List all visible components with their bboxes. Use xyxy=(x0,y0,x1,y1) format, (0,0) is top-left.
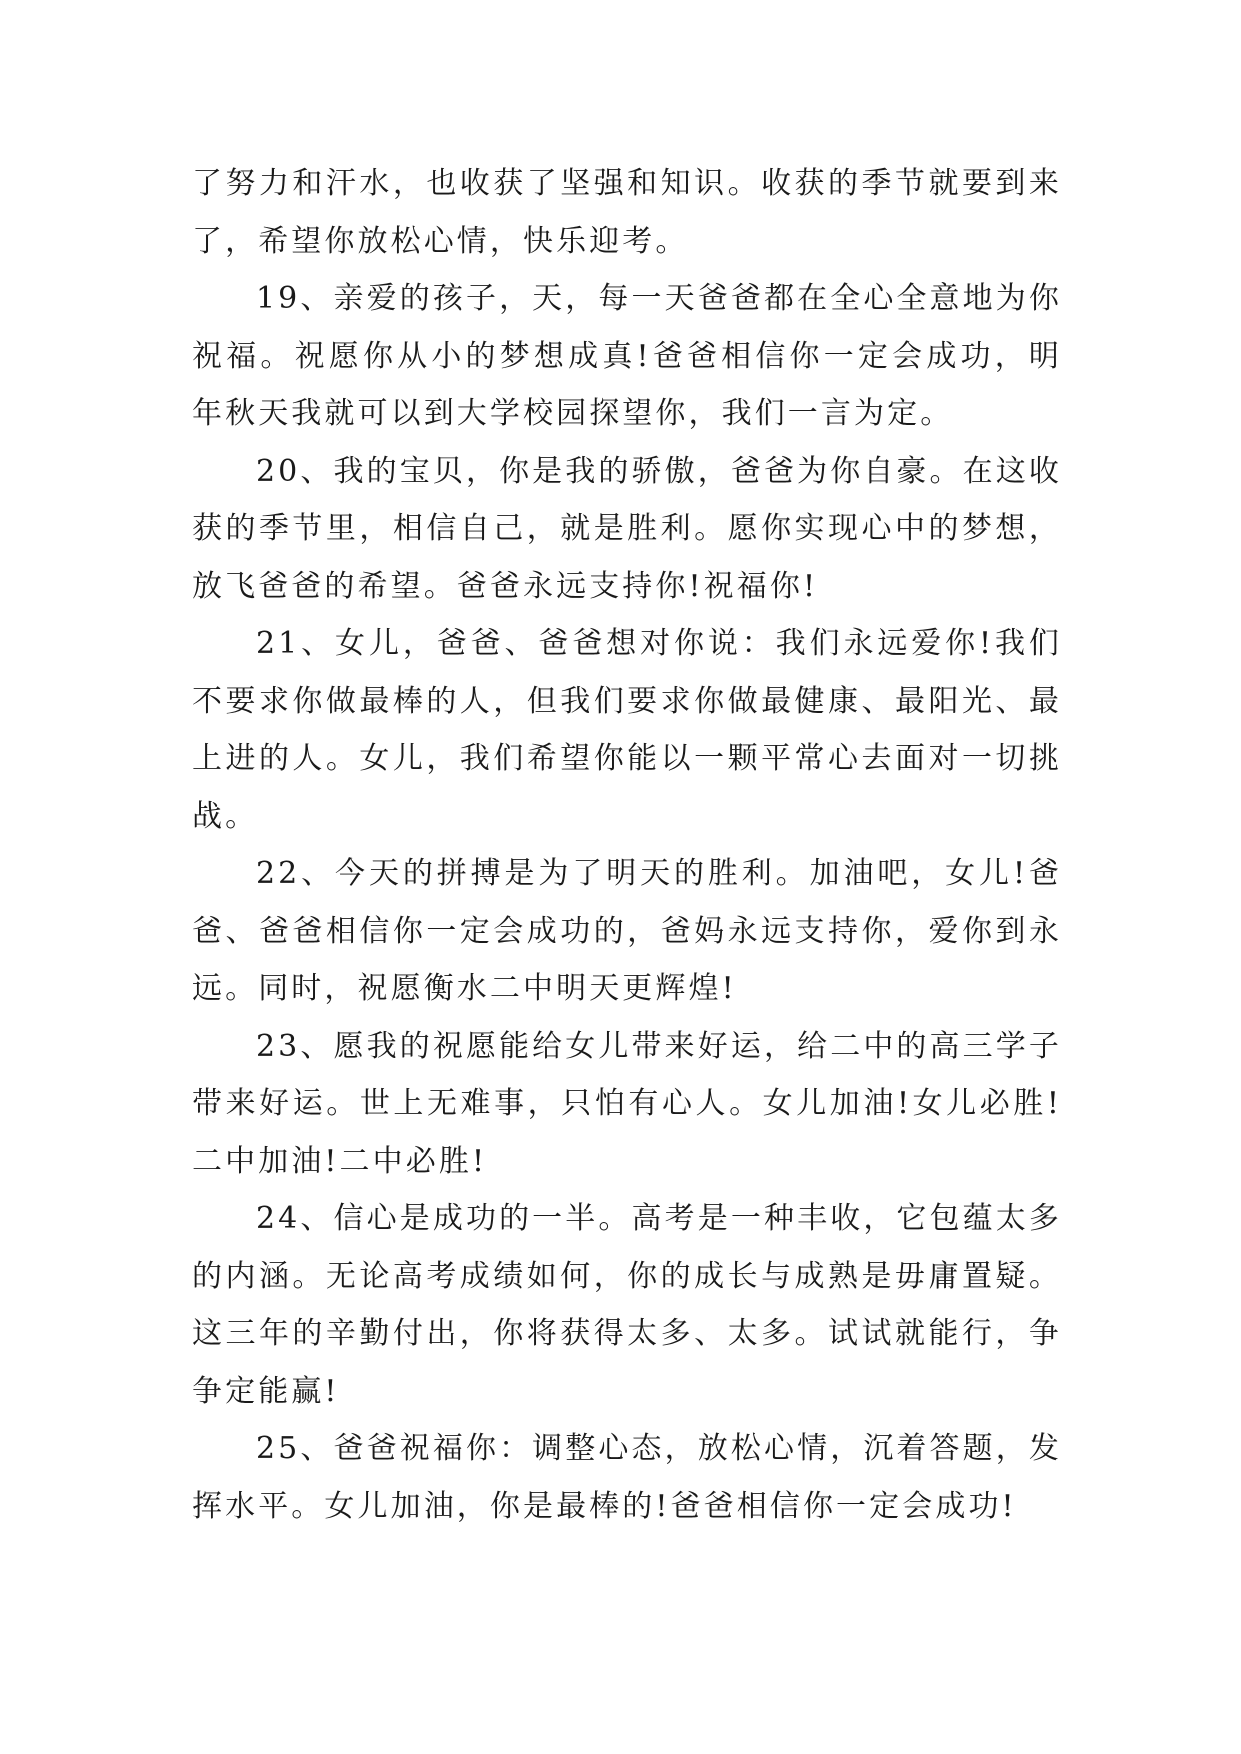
paragraph-20: 20、我的宝贝，你是我的骄傲，爸爸为你自豪。在这收获的季节里，相信自己，就是胜利。愿你实现心中的梦想，放飞爸爸的希望。爸爸永远支持你!祝福你! xyxy=(192,453,1062,604)
paragraph-18-continuation: 了努力和汗水，也收获了坚强和知识。收获的季节就要到来了，希望你放松心情，快乐迎考。 xyxy=(192,166,1062,259)
paragraph-21: 21、女儿，爸爸、爸爸想对你说：我们永远爱你!我们不要求你做最棒的人，但我们要求你做最健康、最阳光、最上进的人。女儿，我们希望你能以一颗平常心去面对一切挑战。 xyxy=(192,626,1062,834)
paragraph-23: 23、愿我的祝愿能给女儿带来好运，给二中的高三学子带来好运。世上无难事，只怕有心人。女儿加油!女儿必胜!二中加油!二中必胜! xyxy=(192,1028,1062,1179)
paragraph-19: 19、亲爱的孩子，天，每一天爸爸都在全心全意地为你祝福。祝愿你从小的梦想成真!爸爸相信你一定会成功，明年秋天我就可以到大学校园探望你，我们一言为定。 xyxy=(192,281,1062,431)
document-page xyxy=(192,155,1062,1535)
paragraph-22: 22、今天的拼搏是为了明天的胜利。加油吧，女儿!爸爸、爸爸相信你一定会成功的，爸妈永远支持你，爱你到永远。同时，祝愿衡水二中明天更辉煌! xyxy=(192,856,1062,1006)
paragraph-25: 25、爸爸祝福你：调整心态，放松心情，沉着答题，发挥水平。女儿加油，你是最棒的!爸爸相信你一定会成功! xyxy=(192,1431,1062,1524)
paragraph-24: 24、信心是成功的一半。高考是一种丰收，它包蕴太多的内涵。无论高考成绩如何，你的成长与成熟是毋庸置疑。这三年的辛勤付出，你将获得太多、太多。试试就能行，争争定能赢! xyxy=(192,1201,1062,1409)
